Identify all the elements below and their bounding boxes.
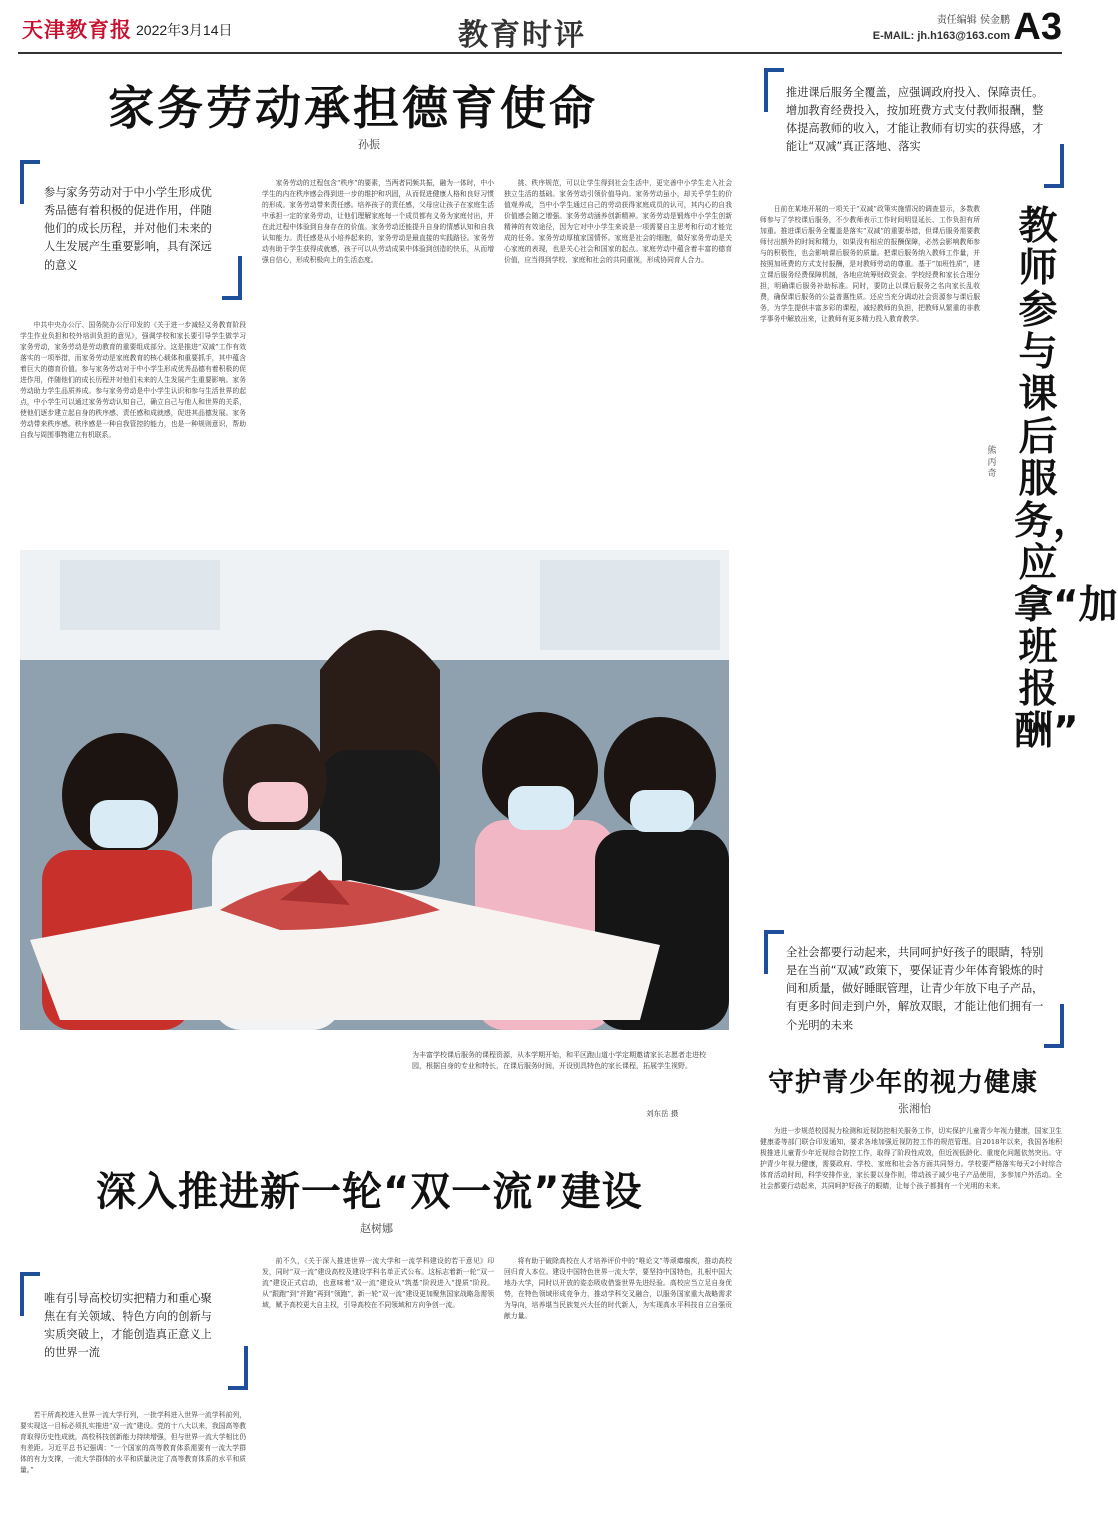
pullquote-bracket-top xyxy=(764,930,784,974)
pullquote-bracket-bottom xyxy=(1044,1004,1064,1048)
pullquote-bracket-top xyxy=(20,1272,40,1316)
masthead xyxy=(18,8,1062,54)
classroom-photo xyxy=(20,550,729,1030)
article4-pullquote: 全社会都要行动起来，共同呵护好孩子的眼睛，特别是在当前“双减”政策下，要保证青少年体育锻炼的时间和质量，做好睡眠管理，让青少年放下电子产品，有更多时间走到户外，解放双眼，才能让他们拥有一个光明的未来 xyxy=(786,946,1044,1032)
article2-column-2: 前不久，《关于深入推进世界一流大学和一流学科建设的若干意见》印发，同时“双一流”建设高校及建设学科名单正式公布。这标志着新一轮“双一流”建设正式启动，也意味着“双一流”建设从“筑基”阶段进入“提质”阶段。从“跟跑”到“并跑”再到“领跑”，新一轮“双一流”建设更加聚焦国家战略急需领域，赋予高校更大自主权，引导高校在不同领域和方向争创一流。 xyxy=(262,1257,494,1309)
editor-credit: 责任编辑 侯金鹏 xyxy=(936,15,1010,26)
photo-credit: 刘东岳 摄 xyxy=(646,1109,679,1118)
page-number: A3 xyxy=(1013,6,1062,48)
article3-author: 熊丙奇 xyxy=(987,446,997,480)
article3-pullquote: 推进课后服务全覆盖，应强调政府投入、保障责任。增加教育经费投入，按加班费方式支付教师报酬，整体提高教师的收入，才能让教师有切实的获得感，才能让“双减”真正落地、落实 xyxy=(786,86,1044,154)
article2-pullquote: 唯有引导高校切实把精力和重心聚焦在有关领域、特色方向的创新与实质突破上，才能创造真正意义上的世界一流 xyxy=(44,1292,212,1360)
article1-column-3: 挑、秩序规范，可以让学生得到社会生活中，更完善中小学生走入社会独立生活的基础。家务劳动引领价值导向。家务劳动虽小，却关乎学生的价值观养成，当中小学生通过自己的劳动获得家庭成员的认可，其内心的自我价值感会随之增强。家务劳动涵养创新精神。家务劳动是锻炼中小学生创新精神的有效途径，因为它对中小学生来说是一项需要自主思考和行动才能完成的任务。家务劳动厚植家国情怀。家庭是社会的细胞，做好家务劳动是关心家庭的表现，也是关心社会和国家的起点。家庭劳动中蕴含着丰富的德育价值，应当得到学校、家庭和社会的共同重视，形成协同育人合力。 xyxy=(504,179,732,264)
article3-column: 日前在某地开展的一项关于“双减”政策实施情况的调查显示，多数教师参与了学校课后服务，不少教师表示工作时间明显延长、工作负担有所加重。推进课后服务全覆盖是落实“双减”的重要举措，但课后服务需要教师付出额外的时间和精力，如果没有相应的报酬保障，必然会影响教师参与的积极性，也会影响课后服务的质量。把课后服务纳入教师工作量，并按照加班费的方式支付报酬，是对教师劳动的尊重。基于“加班性质”，建立课后服务经费保障机制，各地应统筹财政资金、学校经费和家长合理分担，明确课后服务补助标准。同时，要防止以课后服务之名向家长乱收费，确保课后服务的公益普惠性质。还应当充分调动社会资源参与课后服务，为学生提供丰富多彩的课程，减轻教师的负担，把教师从繁重的非教学事务中解放出来，让教师有更多精力投入教育教学。 xyxy=(760,205,980,323)
article1-author: 孙振 xyxy=(358,138,380,151)
paper-name: 天津教育报 xyxy=(22,17,132,42)
article1-column-2: 家务劳动的过程包含“秩序”的要素，当两者同频共振，融为一体时，中小学生的内在秩序感会得到进一步的维护和巩固，从而促进健康人格和良好习惯的形成。家务劳动带来责任感。培养孩子的责任感，父母应让孩子在家庭生活中承担一定的家务劳动，让他们理解家庭每一个成员都有义务为家庭付出，并在此过程中体验到自身存在的价值。家务劳动还能提升自身的情感认知和自我认知能力。责任感是从小培养起来的，家务劳动是最直接的实践路径。家务劳动有助于学生获得成就感，孩子可以从劳动成果中体验到创造的快乐，从而增强自信心，形成积极向上的生活态度。 xyxy=(262,179,494,264)
article2-column-3: 将有助于破除高校在人才培养评价中的“唯论文”等顽瘴痼疾，推动高校回归育人本位。建设中国特色世界一流大学，要坚持中国特色，扎根中国大地办大学，同时以开放的姿态吸收借鉴世界先进经验。高校应当立足自身优势，在特色领域形成竞争力，推动学科交叉融合，以服务国家重大战略需求为导向，培养堪当民族复兴大任的时代新人，为实现高水平科技自立自强贡献力量。 xyxy=(504,1257,732,1320)
article1-pullquote: 参与家务劳动对于中小学生形成优秀品德有着积极的促进作用，伴随他们的成长历程，并对他们未来的人生发展产生重要影响，具有深远的意义 xyxy=(44,186,212,272)
article1-column-1: 中共中央办公厅、国务院办公厅印发的《关于进一步减轻义务教育阶段学生作业负担和校外培训负担的意见》，强调学校和家长要引导学生做学习家务劳动，家务劳动是劳动教育的重要组成部分。这是推进“双减”工作有效落实的一项举措，而家务劳动是家庭教育的核心载体和重要抓手，其中蕴含着巨大的德育价值。参与家务劳动对于中小学生形成优秀品德有着积极的促进作用，伴随他们的成长历程并对他们未来的人生发展产生重要影响。家务劳动助力学生品质养成。参与家务劳动是中小学生认识和参与生活世界的起点，中小学生可以通过家务劳动认知自己，确立自己与他人和世界的关系，使他们逐步建立起自身的秩序感、责任感和成就感，促进其品德发展。家务劳动带来秩序感。秩序感是一种自我管控的能力，也是一种规则意识，帮助自我与周围事物建立有机联系。 xyxy=(20,321,246,439)
article3-title: 教师参与课后服务，应拿“加班报酬” xyxy=(1014,204,1118,755)
pullquote-bracket-bottom xyxy=(1044,144,1064,188)
pullquote-bracket-bottom xyxy=(222,256,242,300)
article2-title: 深入推进新一轮“双一流”建设 xyxy=(96,1169,643,1215)
pullquote-bracket-top xyxy=(764,68,784,112)
photo-illustration xyxy=(20,550,729,1030)
article4-author: 张湘怡 xyxy=(898,1102,931,1115)
article4-column: 为进一步规范校园视力检测和近视防控相关服务工作，切实保护儿童青少年视力健康，国家卫生健康委等部门联合印发通知，要求各地加强近视防控工作的规范管理。自2018年以来，我国各地积极推进儿童青少年近视综合防控工作，取得了阶段性成效，但近视低龄化、重度化问题依然突出。守护青少年视力健康，需要政府、学校、家庭和社会各方面共同努力。学校要严格落实每天2小时综合体育活动时间，科学安排作业，家长要以身作则，带动孩子减少电子产品使用，多参加户外活动。全社会都要行动起来，共同呵护好孩子的眼睛，让每个孩子都拥有一个光明的未来。 xyxy=(760,1127,1062,1190)
photo-caption: 为丰富学校课后服务的课程资源，从本学期开始，和平区跑山道小学定期邀请家长志愿者走进校园，根据自身的专业和特长，在课后服务时间，开设别具特色的家长课程，拓展学生视野。 xyxy=(412,1051,706,1071)
issue-date: 2022年3月14日 xyxy=(136,22,233,38)
section-title: 教育时评 xyxy=(458,18,586,53)
article2-column-1: 若干所高校进入世界一流大学行列，一批学科进入世界一流学科前列，要实现这一目标必须扎实推进“双一流”建设。党的十八大以来，我国高等教育取得历史性成就，高校科技创新能力持续增强，但与世界一流大学相比仍有差距。习近平总书记强调：“一个国家的高等教育体系需要有一流大学群体的有力支撑，一流大学群体的水平和质量决定了高等教育体系的水平和质量。” xyxy=(20,1411,246,1474)
article4-title: 守护青少年的视力健康 xyxy=(768,1068,1039,1098)
article2-author: 赵树娜 xyxy=(360,1222,393,1235)
pullquote-bracket-top xyxy=(20,160,40,204)
pullquote-bracket-bottom xyxy=(228,1346,248,1390)
article1-title: 家务劳动承担德育使命 xyxy=(108,81,598,135)
editor-email: E-MAIL: jh.h163@163.com xyxy=(872,30,1010,42)
